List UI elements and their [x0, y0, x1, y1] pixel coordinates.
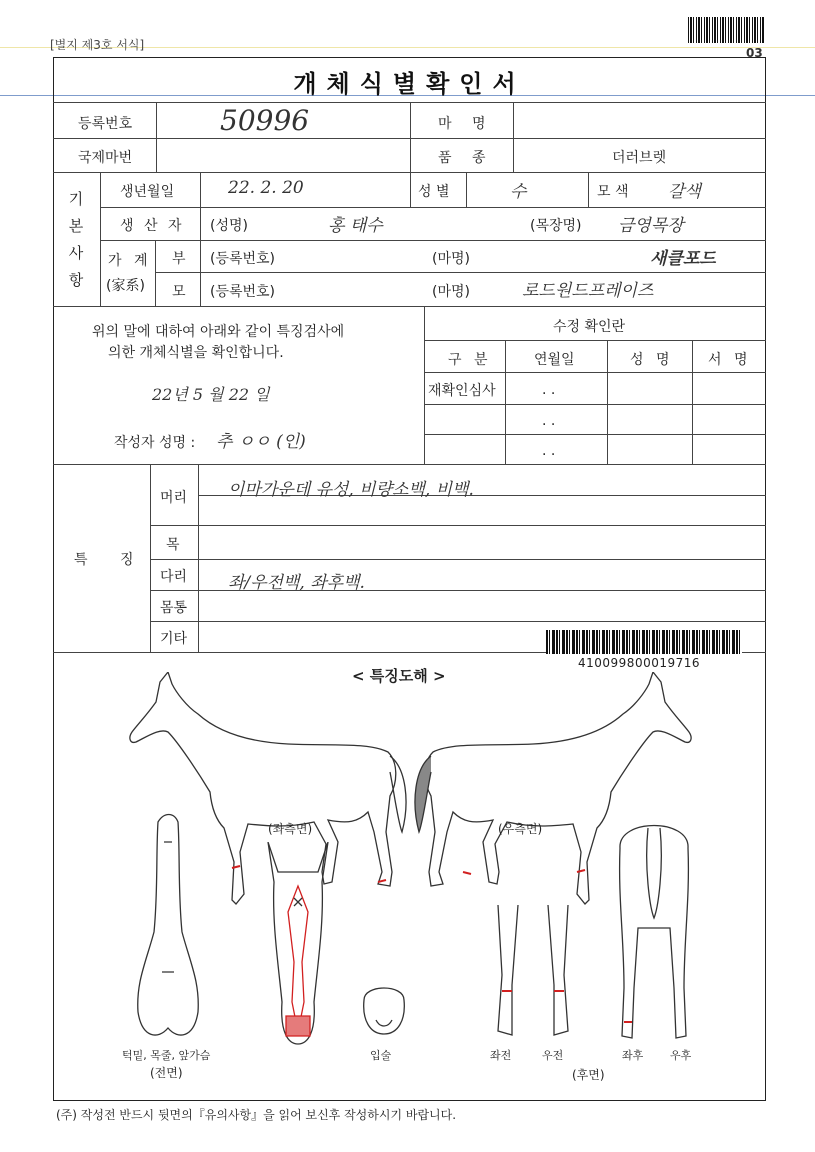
sire-label: 부	[172, 251, 186, 267]
feature-label-head: 머리	[160, 490, 188, 506]
left-side-caption: (좌측면)	[268, 822, 313, 836]
front-caption: (전면)	[150, 1066, 183, 1080]
color-value: 갈색	[668, 182, 701, 202]
color-label: 모 색	[597, 184, 629, 200]
horse-neck-front	[128, 812, 208, 1044]
sire-name-value: 새클포드	[650, 249, 716, 269]
reg-no-value: 50996	[220, 104, 310, 137]
revision-title: 수정 확인란	[553, 319, 626, 335]
footer-note: (주) 작성전 반드시 뒷면의『유의사항』을 읽어 보신후 작성하시기 바랍니다.	[56, 1108, 457, 1122]
farm-name-prefix: (목장명)	[530, 218, 582, 234]
right-hind-caption: 우후	[670, 1049, 692, 1062]
feature-label-legs: 다리	[160, 569, 188, 585]
author-label: 작성자 성명 :	[114, 435, 196, 451]
dam-name-value: 로드원드프레이즈	[522, 281, 654, 301]
rear-caption: (후면)	[572, 1068, 605, 1082]
producer-name-value: 홍 태수	[328, 216, 383, 236]
author-value: 추 ㅇㅇ (인)	[216, 432, 306, 452]
birth-value: 22. 2. 20	[228, 178, 304, 198]
revision-date-2: . .	[542, 413, 556, 429]
feature-label-body: 몸통	[160, 600, 188, 616]
horse-name-label: 마 명	[438, 116, 494, 132]
horse-rear-view	[614, 808, 694, 1043]
confirm-date: 22년 5 월 22 일	[152, 385, 270, 404]
sex-value: 수	[510, 182, 527, 202]
lips-caption: 입술	[370, 1049, 392, 1062]
left-front-caption: 좌전	[490, 1049, 512, 1062]
revision-row-label: 재확인심사	[428, 383, 496, 399]
left-hind-caption: 좌후	[622, 1049, 644, 1062]
revision-col-type: 구 분	[448, 352, 492, 368]
statement-line-1: 위의 말에 대하여 아래와 같이 특징검사에	[92, 324, 345, 340]
horse-head-front	[258, 842, 338, 1047]
feature-value-head: 이마가운데 유성, 비량소백, 비백.	[228, 480, 474, 500]
right-front-caption: 우전	[542, 1049, 564, 1062]
sire-reg-prefix: (등록번호)	[210, 251, 276, 267]
horse-lips	[356, 980, 412, 1038]
revision-col-name: 성 명	[630, 352, 674, 368]
page-title: 개체식별확인서	[293, 70, 526, 98]
statement-line-2: 의한 개체식별을 확인합니다.	[108, 345, 284, 361]
feature-barcode	[546, 630, 742, 654]
basic-section-label: 기 본 사 항	[68, 190, 84, 289]
breed-value: 더러브렛	[612, 150, 667, 166]
revision-col-date: 연월일	[534, 352, 575, 368]
farm-name-value: 금영목장	[618, 216, 684, 236]
producer-label: 생 산 자	[120, 218, 185, 234]
revision-date-1: . .	[542, 382, 556, 398]
dam-label: 모	[172, 284, 186, 300]
sex-label: 성 별	[418, 184, 450, 200]
producer-name-prefix: (성명)	[210, 218, 248, 234]
intl-no-label: 국제마번	[78, 150, 133, 166]
horse-front-legs	[488, 905, 578, 1043]
sire-name-prefix: (마명)	[432, 251, 470, 267]
reg-no-label: 등록번호	[78, 116, 133, 132]
dam-name-prefix: (마명)	[432, 284, 470, 300]
feature-barcode-number: 410099800019716	[578, 656, 701, 670]
features-section-label: 특 징	[74, 552, 148, 568]
dam-reg-prefix: (등록번호)	[210, 284, 276, 300]
feature-value-legs: 좌/우전백, 좌후백.	[228, 573, 365, 593]
right-side-caption: (우측면)	[498, 822, 543, 836]
lineage-hanja-label: (家系)	[106, 278, 145, 294]
form-code: [별지 제3호 서식]	[50, 38, 145, 52]
revision-date-3: . .	[542, 443, 556, 459]
page-number: 03	[746, 46, 763, 60]
birth-label: 생년월일	[120, 184, 175, 200]
revision-col-sign: 서 명	[708, 352, 752, 368]
breed-label: 품 종	[438, 150, 494, 166]
neck-caption: 턱밑, 목줄, 앞가슴	[122, 1049, 211, 1062]
feature-label-neck: 목	[166, 537, 180, 553]
lineage-label: 가 계	[108, 253, 152, 269]
feature-label-other: 기타	[160, 631, 188, 647]
top-barcode	[688, 17, 764, 43]
diagram-title: < 특징도해 >	[352, 667, 446, 685]
